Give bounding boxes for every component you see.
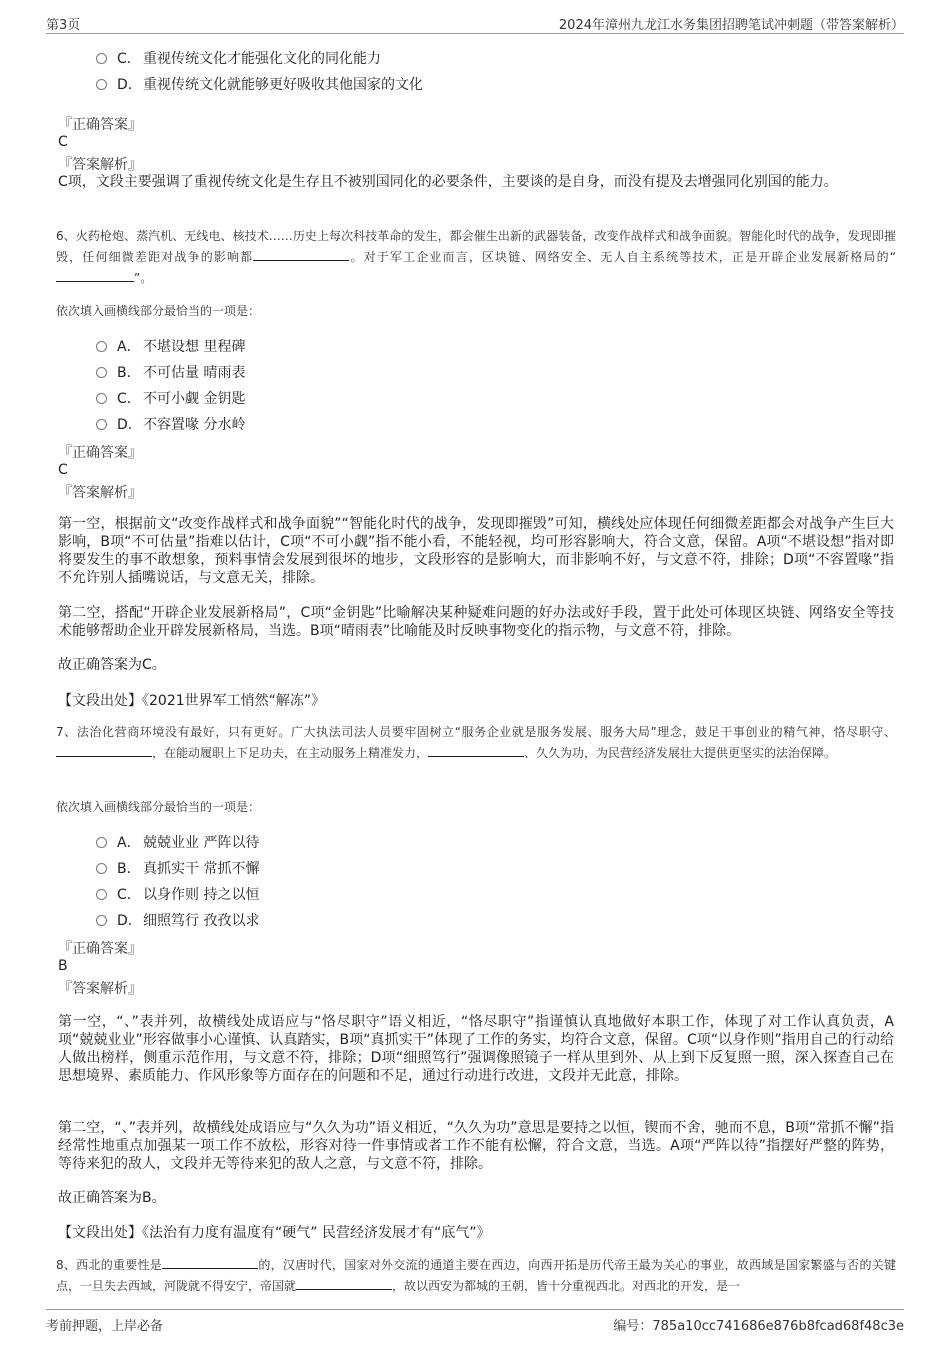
- radio-icon[interactable]: [96, 53, 107, 64]
- question-stem: 8、西北的重要性是 的，汉唐时代，国家对外交流的通道主要在西边，向西开拓是历代帝王最为关心的事业，故西域是国家繁盛与否的关键点，一旦失去西域，河陇就不得安宁，帝国就 ，故以西安为都城的王朝，皆十分重视西北。对西北的开发，是一: [56, 1255, 896, 1297]
- option-d[interactable]: D．不容置喙 分水岭: [96, 414, 245, 436]
- radio-icon[interactable]: [96, 837, 107, 848]
- analysis-label: 『答案解析』: [58, 981, 142, 997]
- analysis-text: 第二空，“、”表并列，故横线处成语应与“久久为功”语义相近，“久久为功”意思是要持之以恒，锲而不舍，驰而不息，B项“常抓不懈”指经常性地重点加强某一项工作不放松，形容对待一件事情或者工作不能有松懈，符合文意，当选。A项“严阵以待”指摆好严整的阵势，等待来犯的敌人，文段并无等待来犯的敌人之意，与文意不符，排除。: [58, 1120, 894, 1172]
- radio-icon[interactable]: [96, 393, 107, 404]
- option-b[interactable]: B． 真抓实干 常抓不懈: [96, 858, 259, 880]
- correct-answer-label: 『正确答案』: [58, 445, 142, 461]
- document-title: 2024年漳州九龙江水务集团招聘笔试冲刺题（带答案解析）: [558, 18, 904, 33]
- option-c[interactable]: C． 重视传统文化才能强化文化的同化能力: [96, 48, 381, 70]
- option-d[interactable]: D．细照笃行 孜孜以求: [96, 910, 259, 932]
- correct-answer-label: 『正确答案』: [58, 117, 142, 133]
- fill-prompt: 依次填入画横线部分最恰当的一项是：: [56, 304, 261, 318]
- option-d[interactable]: D．重视传统文化就能够更好吸收其他国家的文化: [96, 74, 423, 96]
- analysis-label: 『答案解析』: [58, 157, 142, 173]
- radio-icon[interactable]: [96, 367, 107, 378]
- blank-line: [428, 743, 524, 757]
- option-a[interactable]: A． 兢兢业业 严阵以待: [96, 832, 259, 854]
- source-citation: 【文段出处】《2021世界军工悄然“解冻”》: [58, 693, 326, 709]
- source-citation: 【文段出处】《法治有力度有温度有“硬气” 民营经济发展才有“底气”》: [58, 1225, 491, 1241]
- page-header: [0, 0, 950, 34]
- page-footer: [0, 1305, 950, 1345]
- radio-icon[interactable]: [96, 341, 107, 352]
- blank-line: [253, 247, 349, 261]
- page-number: 第3页: [46, 18, 81, 33]
- blank-line: [296, 1276, 392, 1290]
- blank-line: [56, 268, 134, 282]
- header-divider: [46, 33, 904, 34]
- analysis-text: C项，文段主要强调了重视传统文化是生存且不被别国同化的必要条件，主要谈的是自身，而没有提及去增强同化别国的能力。: [58, 174, 838, 190]
- question-stem: 6、火药枪炮、蒸汽机、无线电、核技术……历史上每次科技革命的发生，都会催生出新的武器装备，改变作战样式和战争面貌。智能化时代的战争，发现即摧毁，任何细微差距对战争的影响都 。对于军工企业而言，区块链、网络安全、无人自主系统等技术，正是开辟企业发展新格局的“”。: [56, 229, 896, 285]
- correct-answer: B: [58, 958, 68, 974]
- radio-icon[interactable]: [96, 79, 107, 90]
- option-a[interactable]: A． 不堪设想 里程碑: [96, 336, 245, 358]
- radio-icon[interactable]: [96, 889, 107, 900]
- document-code: 编号：785a10cc741686e876b8fcad68f48c3e: [613, 1319, 904, 1334]
- radio-icon[interactable]: [96, 915, 107, 926]
- correct-answer: C: [58, 134, 68, 150]
- analysis-text: 第一空，根据前文“改变作战样式和战争面貌”“智能化时代的战争，发现即摧毁”可知，横线处应体现任何细微差距都会对战争产生巨大影响，B项“不可估量”指难以估计，C项“不可小觑”指不能小看，不能轻视，均可形容影响大，符合文意，保留。A项“不堪设想”指对即将要发生的事不敢想象，预料事情会发展到很坏的地步，文段形容的是影响大，而非影响不好，与文意不符，排除；D项“不容置喙”指不允许别人插嘴说话，与文意无关，排除。: [58, 516, 894, 586]
- conclusion: 故正确答案为B。: [58, 1190, 166, 1206]
- fill-prompt: 依次填入画横线部分最恰当的一项是：: [56, 800, 261, 814]
- blank-line: [162, 1255, 258, 1269]
- analysis-text: 第一空，“、”表并列，故横线处成语应与“恪尽职守”语义相近，“恪尽职守”指谨慎认真地做好本职工作，体现了对工作认真负责，A项“兢兢业业”形容做事小心谨慎、认真踏实，B项“真抓实干”体现了工作的务实，均符合文意，保留。C项“以身作则”指用自己的行动给人做出榜样，侧重示范作用，与文意不符，排除；D项“细照笃行”强调像照镜子一样从里到外、从上到下反复照一照，深入探查自己在思想境界、素质能力、作风形象等方面存在的问题和不足，通过行动进行改进，文段并无此意，排除。: [58, 1014, 894, 1084]
- option-c[interactable]: C． 不可小觑 金钥匙: [96, 388, 245, 410]
- analysis-label: 『答案解析』: [58, 485, 142, 501]
- radio-icon[interactable]: [96, 863, 107, 874]
- option-b[interactable]: B． 不可估量 晴雨表: [96, 362, 245, 384]
- radio-icon[interactable]: [96, 419, 107, 430]
- blank-line: [56, 743, 152, 757]
- correct-answer: C: [58, 462, 68, 478]
- question-stem: 7、法治化营商环境没有最好，只有更好。广大执法司法人员要牢固树立“服务企业就是服务发展、服务大局”理念，鼓足干事创业的精气神，恪尽职守、，在能动履职上下足功夫，在主动服务上精准发力， 、久久为功，为民营经济发展壮大提供更坚实的法治保障。: [56, 725, 896, 760]
- option-c[interactable]: C． 以身作则 持之以恒: [96, 884, 259, 906]
- footer-divider: [46, 1309, 904, 1310]
- conclusion: 故正确答案为C。: [58, 657, 166, 673]
- correct-answer-label: 『正确答案』: [58, 941, 142, 957]
- footer-slogan: 考前押题，上岸必备: [46, 1319, 164, 1334]
- analysis-text: 第二空，搭配“开辟企业发展新格局”，C项“金钥匙”比喻解决某种疑难问题的好办法或好手段，置于此处可体现区块链、网络安全等技术能够帮助企业开辟发展新格局，当选。B项“晴雨表”比喻能及时反映事物变化的指示物，与文意不符，排除。: [58, 605, 894, 639]
